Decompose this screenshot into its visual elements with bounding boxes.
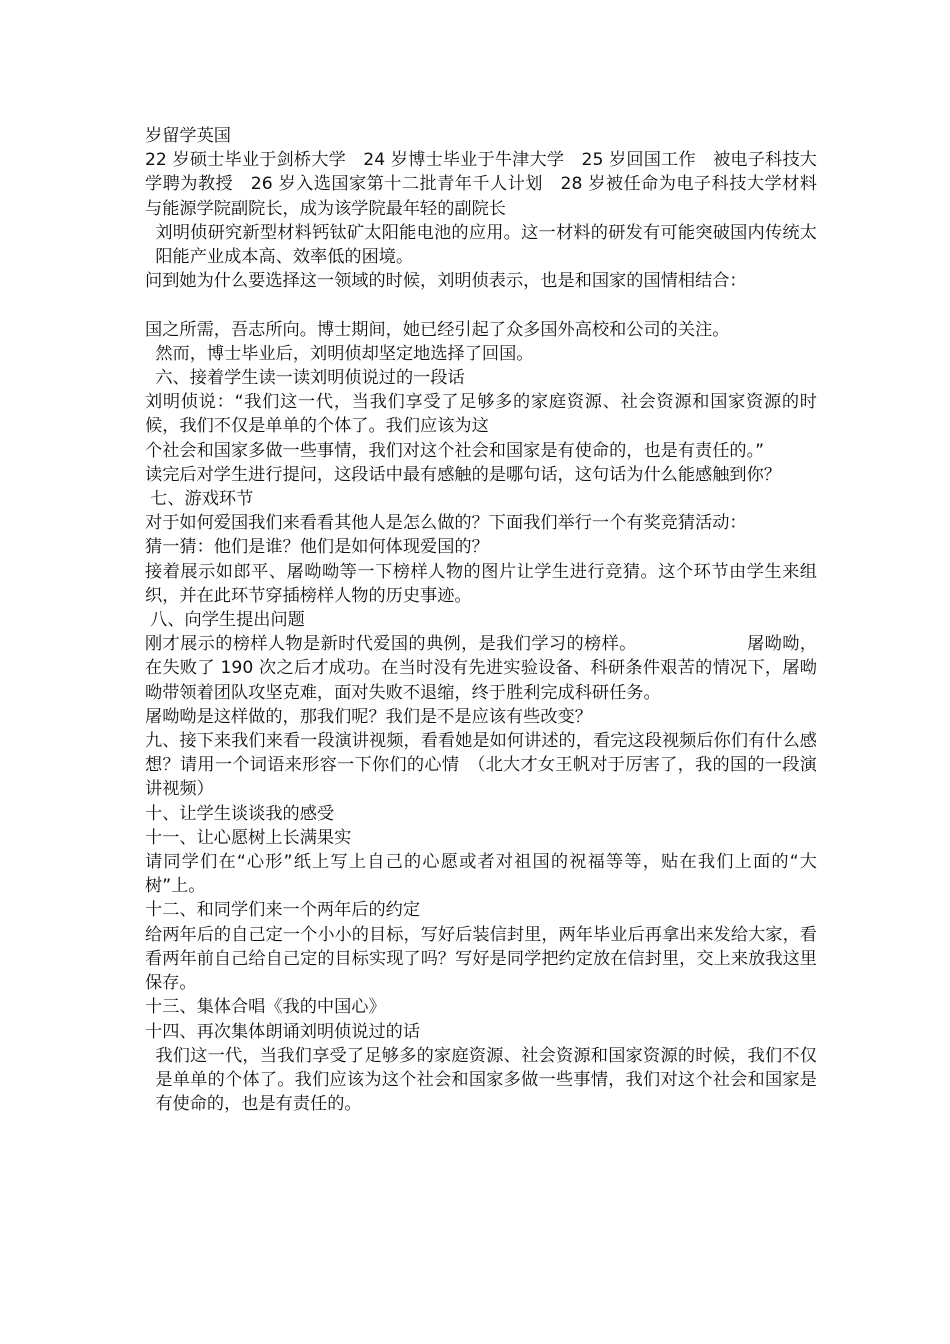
paragraph-game-intro: 对于如何爱国我们来看看其他人是怎么做的？下面我们举行一个有奖竞猜活动： [145, 513, 747, 534]
paragraph-question-field: 问到她为什么要选择这一领域的时候，刘明侦表示，也是和国家的国情相结合： [145, 271, 747, 292]
role-model-intro: 刚才展示的榜样人物是新时代爱国的典例，是我们学习的榜样。 [145, 634, 637, 655]
section-heading-12: 十二、和同学们来一个两年后的约定 [145, 900, 421, 921]
paragraph-two-year-promise: 给两年后的自己定一个小小的目标，写好后装信封里，两年毕业后再拿出来发给大家，看看两年前自己给自己定的目标实现了吗？写好是同学把约定放在信封里，交上来放我这里保存。 [145, 924, 817, 994]
paragraph-research: 刘明侦研究新型材料钙钛矿太阳能电池的应用。这一材料的研发有可能突破国内传统太阳能产业成本高、效率低的困境。 [155, 222, 817, 268]
section-heading-11: 十一、让心愿树上长满果实 [145, 827, 352, 848]
document-page [145, 124, 817, 1116]
tu-youyou-story: 屠呦呦，在失败了 190 次之后才成功。在当时没有先进实验设备、科研条件艰苦的情况下，屠呦呦带领着团队攻坚克难，面对失败不退缩，终于胜利完成科研任务。 [145, 634, 817, 703]
paragraph-reflection: 屠呦呦是这样做的，那我们呢？我们是不是应该有些改变？ [145, 706, 592, 727]
section-heading-7: 七、游戏环节 [150, 489, 254, 510]
paragraph-guess: 猜一猜：他们是谁？他们是如何体现爱国的？ [145, 537, 489, 558]
paragraph-final-recitation: 我们这一代，当我们享受了足够多的家庭资源、社会资源和国家资源的时候，我们不仅是单单的个体了。我们应该为这个社会和国家多做一些事情，我们对这个社会和国家是有使命的，也是有责任的。 [155, 1045, 817, 1115]
section-heading-14: 十四、再次集体朗诵刘明侦说过的话 [145, 1021, 421, 1042]
paragraph-return-home: 然而，博士毕业后，刘明侦却坚定地选择了回国。 [155, 343, 534, 364]
section-heading-9: 九、接下来我们来看一段演讲视频，看看她是如何讲述的，看完这段视频后你们有什么感想？请用一个词语来形容一下你们的心情 （北大才女王帆对于厉害了，我的国的一段演讲视频） [145, 731, 817, 800]
paragraph-tu-youyou [145, 632, 817, 705]
paragraph-study-abroad: 岁留学英国 [145, 126, 231, 146]
blank-line [145, 293, 817, 317]
paragraph-career-timeline: 22 岁硕士毕业于剑桥大学 24 岁博士毕业于牛津大学 25 岁回国工作 被电子科技大学聘为教授 26 岁入选国家第十二批青年千人计划 28 岁被任命为电子科技大学材料与能源学院副院长，成为该学院最年轻的副院长 [145, 150, 817, 219]
paragraph-quote-part2: 个社会和国家多做一些事情，我们对这个社会和国家是有使命的，也是有责任的。” [145, 440, 765, 461]
section-heading-6: 六、接着学生读一读刘明侦说过的一段话 [155, 368, 465, 389]
section-heading-8: 八、向学生提出问题 [150, 610, 305, 631]
section-heading-10: 十、让学生谈谈我的感受 [145, 803, 335, 824]
section-heading-13: 十三、集体合唱《我的中国心》 [145, 997, 386, 1018]
paragraph-reading-question: 读完后对学生进行提问，这段话中最有感触的是哪句话，这句话为什么能感触到你？ [145, 464, 781, 485]
paragraph-role-models: 接着展示如郎平、屠呦呦等一下榜样人物的图片让学生进行竞猜。这个环节由学生来组织，并在此环节穿插榜样人物的历史事迹。 [145, 561, 817, 606]
paragraph-wish-tree: 请同学们在“心形”纸上写上自己的心愿或者对祖国的祝福等等，贴在我们上面的“大树”上。 [145, 852, 817, 897]
paragraph-national-need: 国之所需，吾志所向。博士期间，她已经引起了众多国外高校和公司的关注。 [145, 319, 730, 340]
paragraph-quote-part1: 刘明侦说：“我们这一代，当我们享受了足够多的家庭资源、社会资源和国家资源的时候，我们不仅是单单的个体了。我们应该为这 [145, 392, 817, 437]
